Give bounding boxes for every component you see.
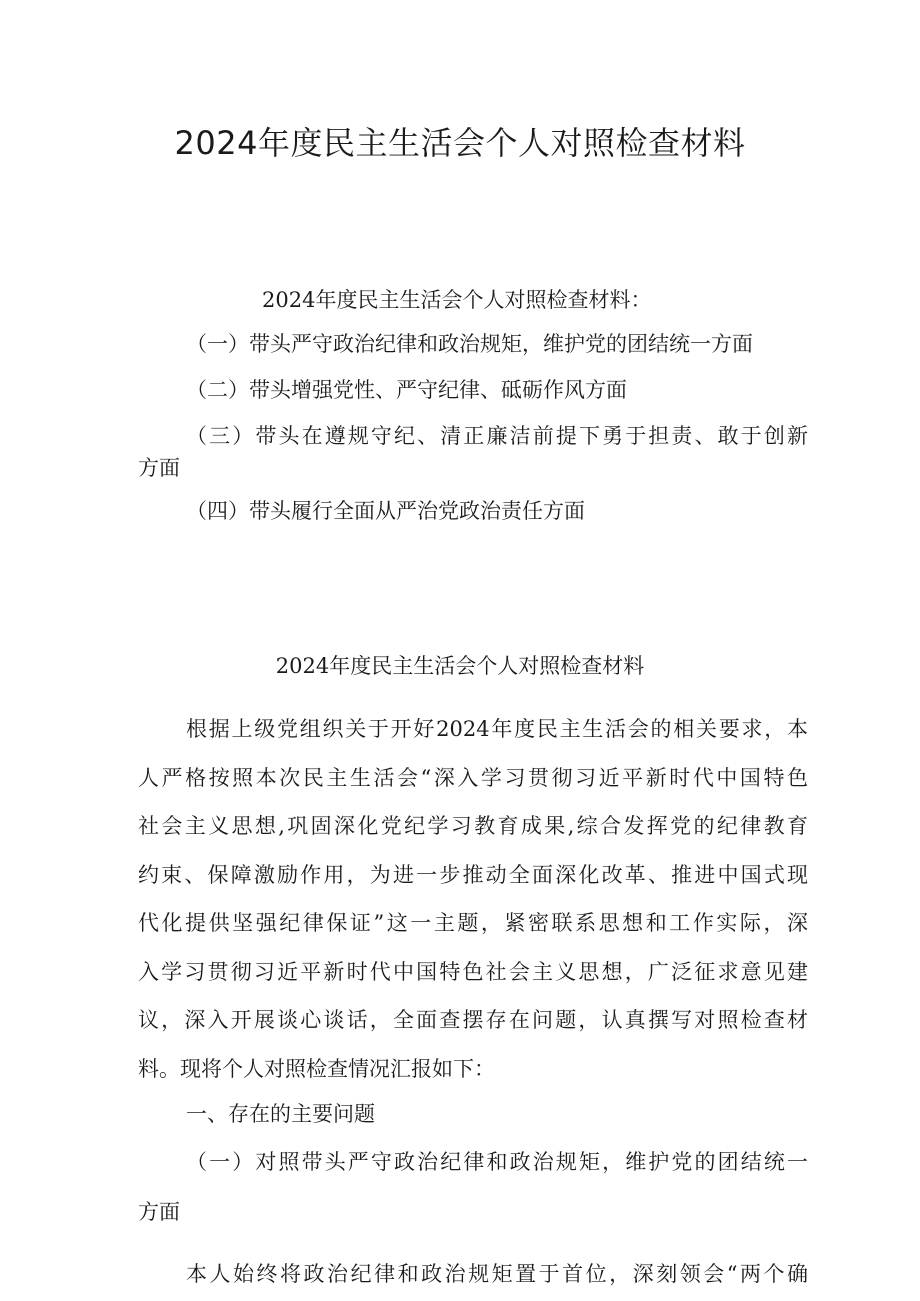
intro-line-5: 代化提供坚强纪律保证”这一主题，紧密联系思想和工作实际，深 <box>138 911 808 935</box>
outline-item-1: （一）带头严守政治纪律和政治规矩，维护党的团结统一方面 <box>186 332 753 356</box>
page-title: 2024年度民主生活会个人对照检查材料 <box>174 124 746 162</box>
intro-line-3: 社会主义思想,巩固深化党纪学习教育成果,综合发挥党的纪律教育 <box>138 814 808 838</box>
outline-item-4: （四）带头履行全面从严治党政治责任方面 <box>186 499 585 523</box>
body-paragraph-2-line-1: 本人始终将政治纪律和政治规矩置于首位，深刻领会“两个确 <box>186 1262 808 1286</box>
intro-line-1: 根据上级党组织关于开好2024年度民主生活会的相关要求，本 <box>186 717 808 741</box>
intro-line-4: 约束、保障激励作用，为进一步推动全面深化改革、推进中国式现 <box>138 862 808 887</box>
outline-item-3 <box>138 420 808 484</box>
intro-line-7: 议，深入开展谈心谈话，全面查摆存在问题，认真撰写对照检查材 <box>138 1008 808 1032</box>
body-paragraph-2 <box>138 1258 808 1290</box>
intro-paragraph <box>138 713 808 1101</box>
subsection-1-line-2: 方面 <box>138 1200 180 1224</box>
section-heading-1: 一、存在的主要问题 <box>186 1102 375 1126</box>
subsection-heading-1 <box>138 1146 808 1228</box>
intro-line-6: 入学习贯彻习近平新时代中国特色社会主义思想，广泛征求意见建 <box>138 959 808 984</box>
outline-item-3-line-1: （三）带头在遵规守纪、清正廉洁前提下勇于担责、敢于创新 <box>186 424 808 448</box>
subsection-1-line-1: （一）对照带头严守政治纪律和政治规矩，维护党的团结统一 <box>186 1150 808 1174</box>
outline-item-2: （二）带头增强党性、严守纪律、砥砺作风方面 <box>186 378 627 402</box>
outline-heading: 2024年度民主生活会个人对照检查材料： <box>262 288 652 312</box>
outline-item-3-line-2: 方面 <box>138 456 180 480</box>
body-heading: 2024年度民主生活会个人对照检查材料 <box>275 654 645 678</box>
intro-line-2: 人严格按照本次民主生活会“深入学习贯彻习近平新时代中国特色 <box>138 765 808 790</box>
intro-line-8: 料。现将个人对照检查情况汇报如下： <box>138 1056 495 1081</box>
